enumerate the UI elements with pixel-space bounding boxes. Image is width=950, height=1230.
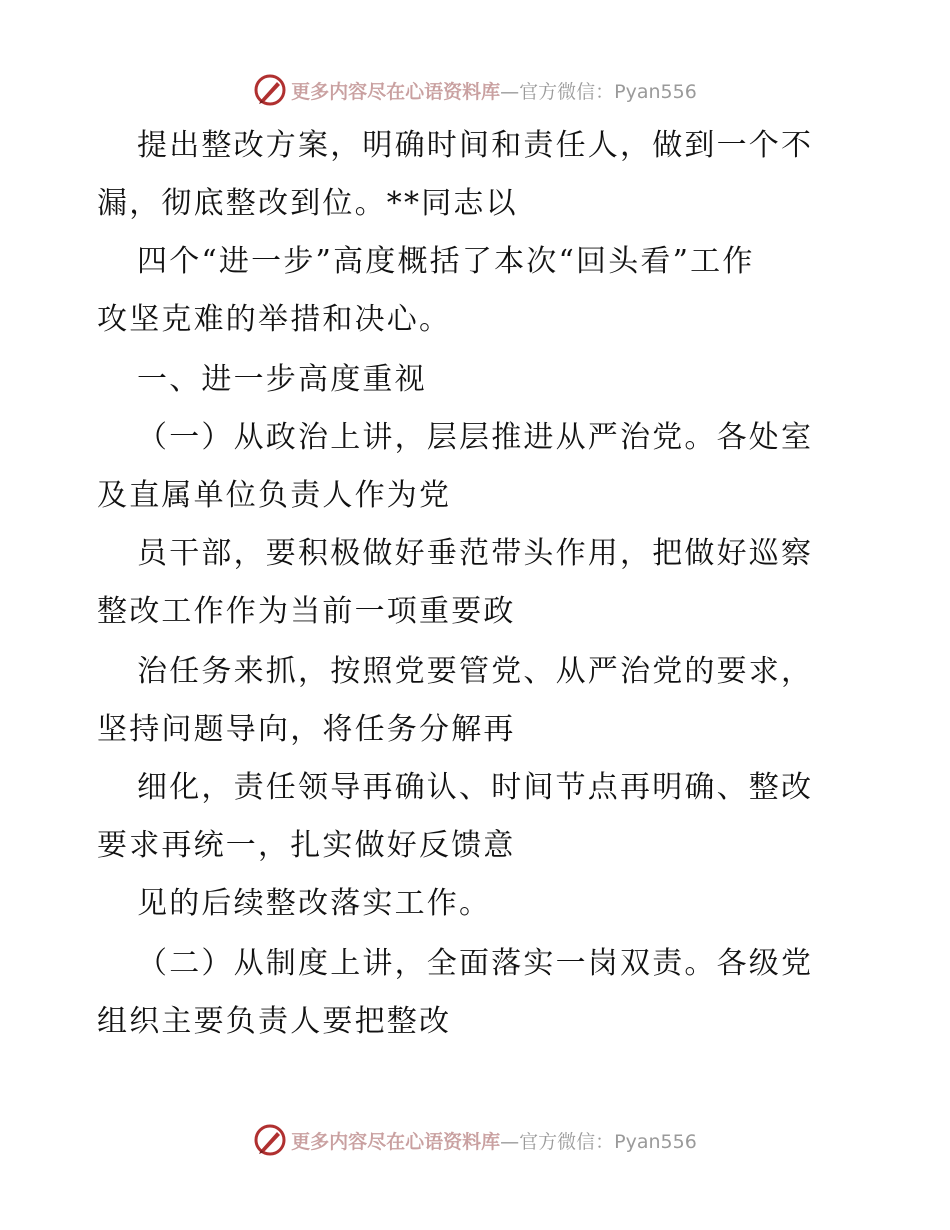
pen-circle-logo-icon (253, 1123, 287, 1157)
body-line: 坚持问题导向，将任务分解再 (97, 712, 516, 747)
watermark-separator: — (500, 80, 520, 103)
footer-watermark (0, 1120, 950, 1160)
watermark-wechat-text: 官方微信：Pyan556 (519, 1130, 697, 1153)
watermark-separator: — (500, 1130, 520, 1153)
body-line: 见的后续整改落实工作。 (137, 886, 492, 921)
body-line: 治任务来抓，按照党要管党、从严治党的要求， (137, 654, 814, 689)
body-line: 漏，彻底整改到位。**同志以 (97, 186, 518, 221)
body-line: 要求再统一，扎实做好反馈意 (97, 828, 516, 863)
watermark-site-text: 更多内容尽在心语资料库 (291, 1130, 501, 1153)
watermark-text (291, 1127, 697, 1154)
body-line: 细化，责任领导再确认、时间节点再明确、整改 (137, 770, 814, 805)
body-line: 组织主要负责人要把整改 (97, 1004, 452, 1039)
body-line: 提出整改方案，明确时间和责任人，做到一个不 (137, 128, 814, 163)
watermark-wechat-text: 官方微信：Pyan556 (519, 80, 697, 103)
body-line: 整改工作作为当前一项重要政 (97, 594, 516, 629)
body-line: 四个“进一步”高度概括了本次“回头看”工作 (137, 244, 755, 279)
body-line: （一）从政治上讲，层层推进从严治党。各处室 (137, 420, 814, 455)
body-line: 攻坚克难的举措和决心。 (97, 302, 452, 337)
body-line: 员干部，要积极做好垂范带头作用，把做好巡察 (137, 536, 814, 571)
body-line: 及直属单位负责人作为党 (97, 478, 452, 513)
section-heading: 一、进一步高度重视 (137, 362, 427, 397)
body-line: （二）从制度上讲，全面落实一岗双责。各级党 (137, 946, 814, 981)
watermark-site-text: 更多内容尽在心语资料库 (291, 80, 501, 103)
